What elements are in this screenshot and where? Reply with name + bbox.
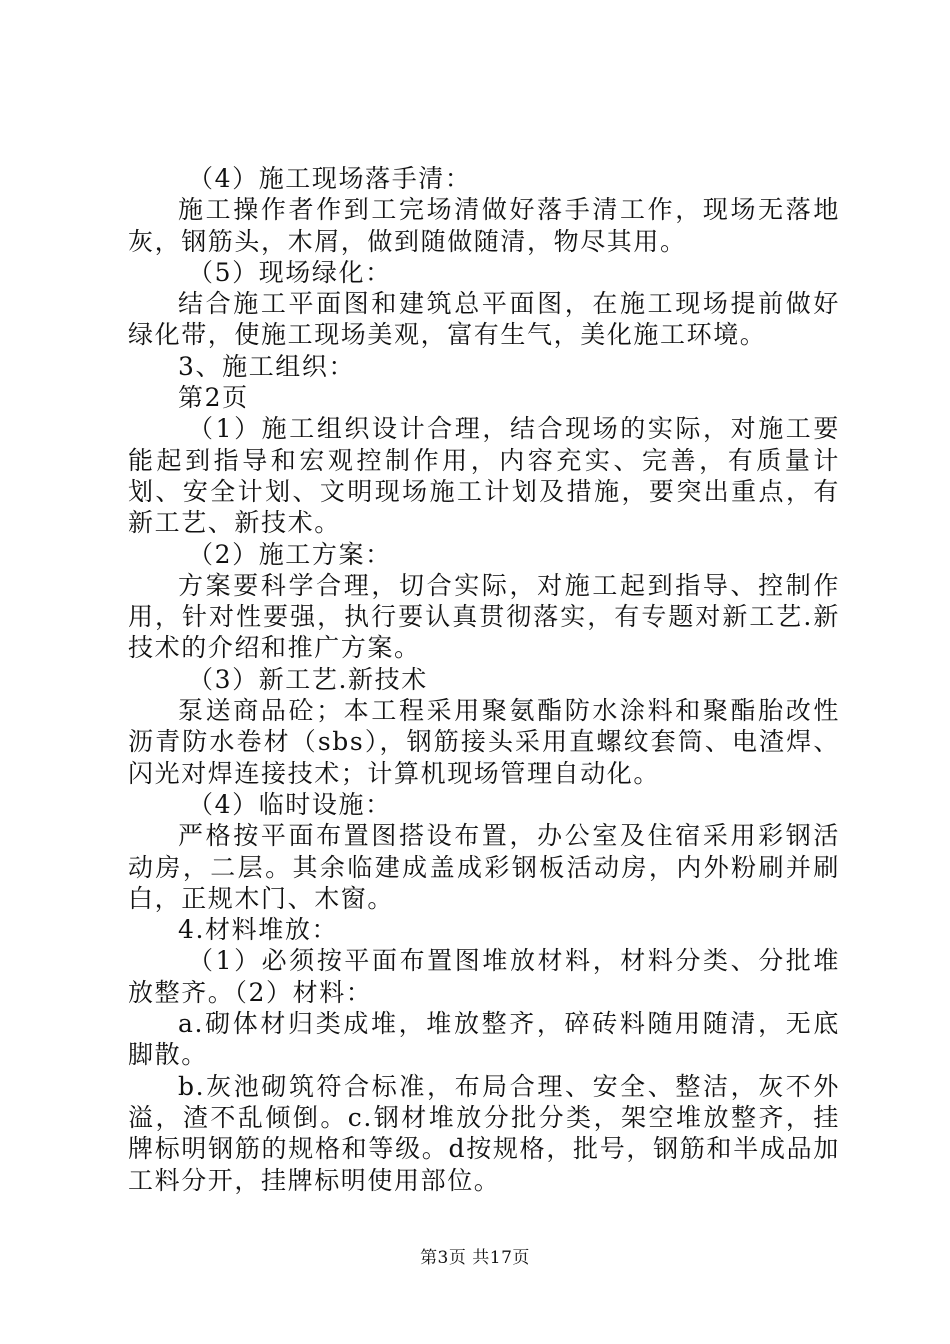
inline-page-marker: 第2页 xyxy=(178,383,249,413)
heading-material-stacking: 4.材料堆放： xyxy=(178,915,339,945)
document-body xyxy=(128,163,840,1196)
paragraph-material-stacking: （1）必须按平面布置图堆放材料，材料分类、分批堆放整齐。（2）材料： xyxy=(128,946,840,1007)
paragraph-temporary-facilities: 严格按平面布置图搭设布置，办公室及住宿采用彩钢活动房，二层。其余临建成盖成彩钢板活动房，内外粉刷并刷白，正规木门、木窗。 xyxy=(128,821,840,913)
page-number-footer: 第3页 共17页 xyxy=(420,1248,530,1268)
heading-temporary-facilities: （4）临时设施： xyxy=(188,789,392,819)
heading-site-cleanup: （4）施工现场落手清： xyxy=(188,164,472,193)
heading-construction-plan: （2）施工方案： xyxy=(188,539,392,569)
heading-construction-organization: 3、施工组织： xyxy=(178,351,356,381)
paragraph-organization-design: （1）施工组织设计合理，结合现场的实际，对施工要能起到指导和宏观控制作用，内容充实、完善，有质量计划、安全计划、文明现场施工计划及措施，要突出重点，有新工艺、新技术。 xyxy=(128,414,840,538)
paragraph-construction-plan: 方案要科学合理，切合实际，对施工起到指导、控制作用，针对性要强，执行要认真贯彻落实，有专题对新工艺.新技术的介绍和推广方案。 xyxy=(128,570,840,663)
heading-new-technology: （3）新工艺.新技术 xyxy=(188,664,428,694)
paragraph-site-cleanup: 施工操作者作到工完场清做好落手清工作，现场无落地灰，钢筋头，木屑，做到随做随清，物尽其用。 xyxy=(128,195,840,256)
paragraph-masonry-materials: a.砌体材归类成堆，堆放整齐，碎砖料随用随清，无底脚散。 xyxy=(128,1009,840,1070)
heading-site-greening: （5）现场绿化： xyxy=(188,257,392,287)
paragraph-new-technology: 泵送商品砼；本工程采用聚氨酯防水涂料和聚酯胎改性沥青防水卷材（sbs），钢筋接头采用直螺纹套筒、电渣焊、闪光对焊连接技术；计算机现场管理自动化。 xyxy=(128,696,840,788)
paragraph-site-greening: 结合施工平面图和建筑总平面图，在施工现场提前做好绿化带，使施工现场美观，富有生气，美化施工环境。 xyxy=(128,289,840,350)
paragraph-lime-pit-steel: b.灰池砌筑符合标准，布局合理、安全、整洁，灰不外溢，渣不乱倾倒。c.钢材堆放分批分类，架空堆放整齐，挂牌标明钢筋的规格和等级。d按规格，批号，钢筋和半成品加工料分开，挂牌标明使用部位。 xyxy=(128,1071,840,1195)
